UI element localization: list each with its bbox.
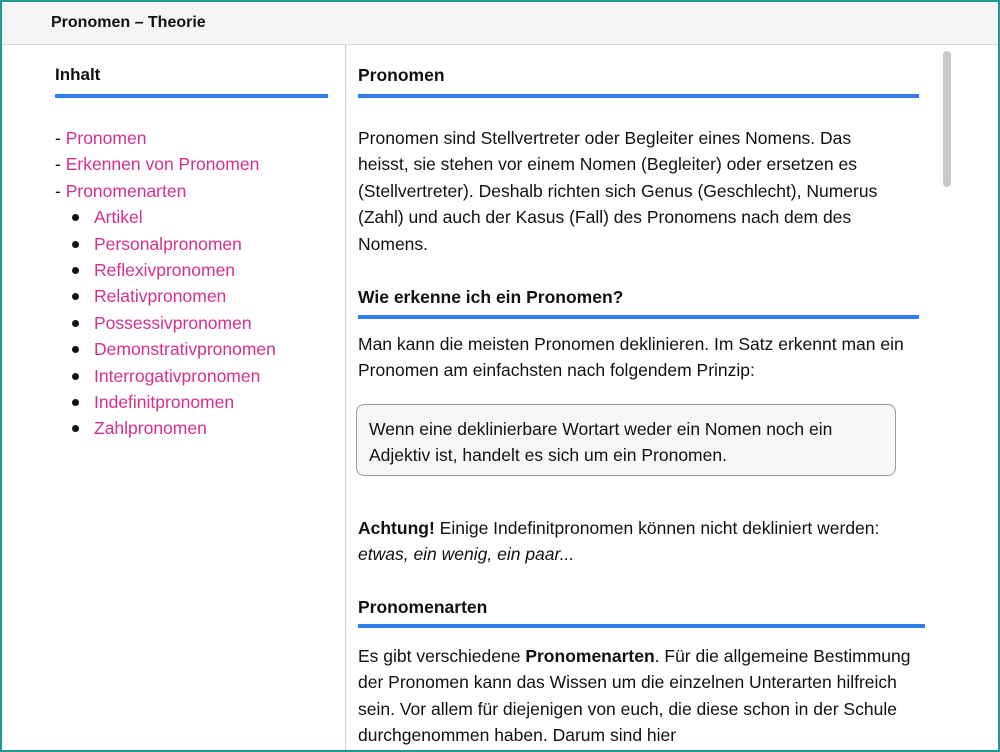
note-paragraph xyxy=(358,515,928,568)
toc-link-possessivpronomen[interactable]: Possessivpronomen xyxy=(94,312,252,333)
text-after: . Für die allgemeine Bestimmung der Pronomen kann das Wissen um die einzelnen Unterarten hilfreich sein. Vor allem für diejenigen von euch, die diese schon in der Schule durchgenommen haben. Darum sind hier xyxy=(358,646,911,746)
toc-link-demonstrativpronomen[interactable]: Demonstrativpronomen xyxy=(94,339,276,360)
toc-item-pronomenarten xyxy=(55,178,276,204)
bullet-icon xyxy=(72,214,79,221)
toc-link-indefinitpronomen[interactable]: Indefinitpronomen xyxy=(94,392,235,413)
toc-sublist xyxy=(55,204,276,442)
bullet-icon xyxy=(72,293,79,300)
toc-link-artikel[interactable]: Artikel xyxy=(94,207,143,228)
rule-callout-box xyxy=(356,404,896,476)
toc-link-zahlpronomen[interactable]: Zahlpronomen xyxy=(94,418,207,439)
bullet-icon xyxy=(72,425,79,432)
text-before: Es gibt verschiedene xyxy=(358,646,526,666)
toc-subitem xyxy=(55,336,276,362)
toc-subitem xyxy=(55,415,276,441)
bullet-icon xyxy=(72,346,79,353)
toc-link-erkennen-von-pronomen[interactable]: Erkennen von Pronomen xyxy=(65,154,260,175)
bullet-icon xyxy=(72,267,79,274)
toc-subitem xyxy=(55,310,276,336)
title-bar xyxy=(2,2,998,45)
toc-heading: Inhalt xyxy=(55,65,101,84)
toc-subitem xyxy=(55,204,276,230)
toc-link-pronomenarten[interactable]: Pronomenarten xyxy=(65,180,187,201)
sidebar-toc xyxy=(2,45,346,750)
window-title: Pronomen – Theorie xyxy=(51,14,206,31)
toc-item-prefix: - xyxy=(55,154,66,175)
toc-item-prefix: - xyxy=(55,128,66,148)
bullet-icon xyxy=(72,373,79,380)
note-text: Einige Indefinitpronomen können nicht dekliniert werden: xyxy=(434,518,880,538)
vertical-scrollbar-thumb[interactable] xyxy=(943,51,951,187)
bullet-icon xyxy=(72,320,79,327)
toc-heading-rule xyxy=(55,94,328,98)
main-content[interactable] xyxy=(346,45,998,750)
section-rule xyxy=(358,315,919,319)
toc-link-personalpronomen[interactable]: Personalpronomen xyxy=(94,233,242,254)
toc-subitem xyxy=(55,231,276,257)
toc-link-reflexivpronomen[interactable]: Reflexivpronomen xyxy=(94,260,236,281)
toc-item-pronomen xyxy=(55,125,276,151)
toc-item-prefix: - xyxy=(55,180,66,201)
toc-link-pronomen[interactable]: Pronomen xyxy=(65,128,147,148)
toc-subitem xyxy=(55,363,276,389)
callout-text: Wenn eine deklinierbare Wortart weder ein Nomen noch ein Adjektiv ist, handelt es sich um ein Pronomen. xyxy=(369,419,833,466)
bullet-icon xyxy=(72,241,79,248)
toc-link-relativpronomen[interactable]: Relativpronomen xyxy=(94,286,227,307)
toc-subitem xyxy=(55,283,276,309)
section-heading-pronomen: Pronomen xyxy=(358,65,445,85)
section-text-pronomenarten xyxy=(358,643,920,749)
text-bold: Pronomenarten xyxy=(525,646,655,666)
note-bold: Achtung! xyxy=(358,518,435,538)
section-text-pronomen: Pronomen sind Stellvertreter oder Begleiter eines Nomens. Das heisst, sie stehen vor einem Nomen (Begleiter) oder ersetzen es (Stellvertreter). Deshalb richten sich Genus (Geschlecht), Numerus (Zahl) und auch der Kasus (Fall) des Pronomens nach dem des Nomens. xyxy=(358,128,878,254)
toc-list xyxy=(55,125,276,442)
toc-subitem xyxy=(55,389,276,415)
section-text-erkennen: Man kann die meisten Pronomen deklinieren. Im Satz erkennt man ein Pronomen am einfachsten nach folgendem Prinzip: xyxy=(358,334,904,381)
bullet-icon xyxy=(72,399,79,406)
toc-link-interrogativpronomen[interactable]: Interrogativpronomen xyxy=(94,365,261,386)
section-rule xyxy=(358,94,919,98)
toc-subitem xyxy=(55,257,276,283)
section-heading-pronomenarten: Pronomenarten xyxy=(358,597,488,617)
note-italic: etwas, ein wenig, ein paar... xyxy=(358,544,575,565)
section-heading-erkennen: Wie erkenne ich ein Pronomen? xyxy=(358,287,624,307)
section-rule xyxy=(358,624,925,628)
toc-item-erkennen xyxy=(55,151,276,177)
